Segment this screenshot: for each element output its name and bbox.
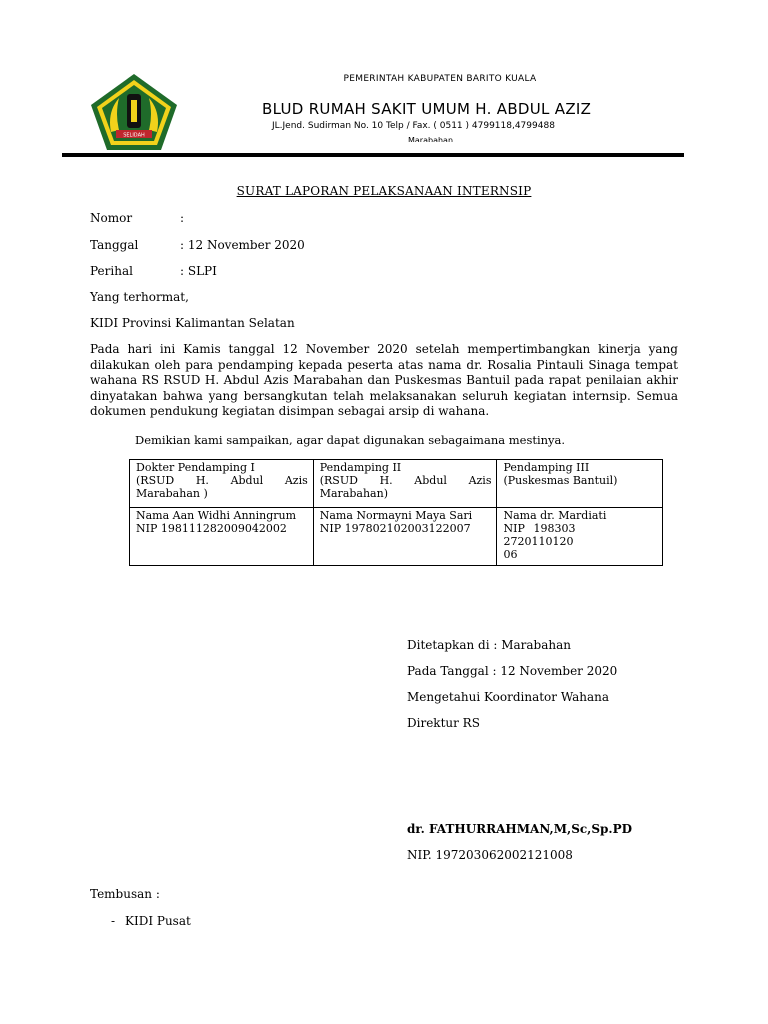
mentor-name: Nama Aan Widhi Anningrum (136, 509, 297, 522)
table-cell (130, 508, 314, 566)
signature-role-director: Direktur RS (407, 716, 480, 730)
cc-bullet: - (111, 914, 116, 928)
signature-role-coordinator: Mengetahui Koordinator Wahana (407, 690, 610, 704)
mentor-nip: NIP 198111282009042002 (136, 522, 287, 535)
tanggal-label: Tanggal (90, 238, 139, 252)
header-title: Dokter Pendamping I (136, 461, 255, 474)
table-header-cell (130, 460, 314, 508)
mentor-name: Nama Normayni Maya Sari (319, 509, 473, 522)
header-title: Pendamping II (319, 461, 402, 474)
mentor-table (129, 459, 663, 566)
institution-city: Marabahan (408, 136, 454, 142)
signatory-nip: NIP. 197203062002121008 (407, 848, 573, 862)
signature-place: Ditetapkan di : Marabahan (407, 638, 571, 652)
nomor-label: Nomor (90, 211, 133, 225)
institution-address: JL.Jend. Sudirman No. 10 Telp / Fax. ( 0511 ) 4799118,4799488 (272, 121, 555, 131)
government-name: PEMERINTAH KABUPATEN BARITO KUALA (343, 74, 537, 84)
salutation: Yang terhormat, (90, 290, 189, 304)
table-header-cell (497, 460, 663, 508)
tanggal-value: : 12 November 2020 (180, 238, 305, 252)
header-subtitle: (RSUD H. Abdul Azis Marabahan ) (136, 474, 308, 500)
document-title: SURAT LAPORAN PELAKSANAAN INTERNSIP (236, 184, 532, 198)
table-cell (313, 508, 497, 566)
table-cell (497, 508, 663, 566)
mentor-name: Nama dr. Mardiati (503, 509, 607, 522)
mentor-nip: NIP 198303272011012006 (503, 522, 576, 561)
recipient: KIDI Provinsi Kalimantan Selatan (90, 316, 295, 330)
nomor-value: : (180, 211, 185, 225)
cc-label: Tembusan : (90, 887, 160, 901)
table-header-row (130, 460, 663, 508)
table-header-cell (313, 460, 497, 508)
cc-item: KIDI Pusat (125, 914, 191, 928)
header-subtitle: (Puskesmas Bantuil) (503, 474, 618, 487)
header-subtitle: (RSUD H. Abdul Azis Marabahan) (319, 474, 492, 500)
table-row (130, 508, 663, 566)
closing-sentence: Demikian kami sampaikan, agar dapat digunakan sebagaimana mestinya. (135, 433, 566, 447)
header-title: Pendamping III (503, 461, 590, 474)
body-paragraph: Pada hari ini Kamis tanggal 12 November 2020 setelah mempertimbangkan kinerja yang dilakukan oleh para pendamping kepada peserta atas nama dr. Rosalia Pintauli Sinaga tempat wahana RS RSUD H. Abdul Azis Marabahan dan Puskesmas Bantuil pada rapat penilaian akhir dinyatakan bahwa yang bersangkutan telah melaksanakan seluruh kegiatan internsip. Semua dokumen pendukung kegiatan disimpan sebagai arsip di wahana. (90, 342, 678, 419)
signatory-name: dr. FATHURRAHMAN,M,Sc,Sp.PD (407, 822, 633, 836)
hospital-logo-icon (89, 72, 179, 152)
perihal-value: : SLPI (180, 264, 217, 278)
perihal-label: Perihal (90, 264, 133, 278)
mentor-nip: NIP 197802102003122007 (319, 522, 471, 535)
signature-date: Pada Tanggal : 12 November 2020 (407, 664, 618, 678)
logo-banner-text: SELIDAH (123, 132, 145, 139)
letterhead-divider (62, 153, 684, 157)
institution-name: BLUD RUMAH SAKIT UMUM H. ABDUL AZIZ (262, 100, 592, 118)
